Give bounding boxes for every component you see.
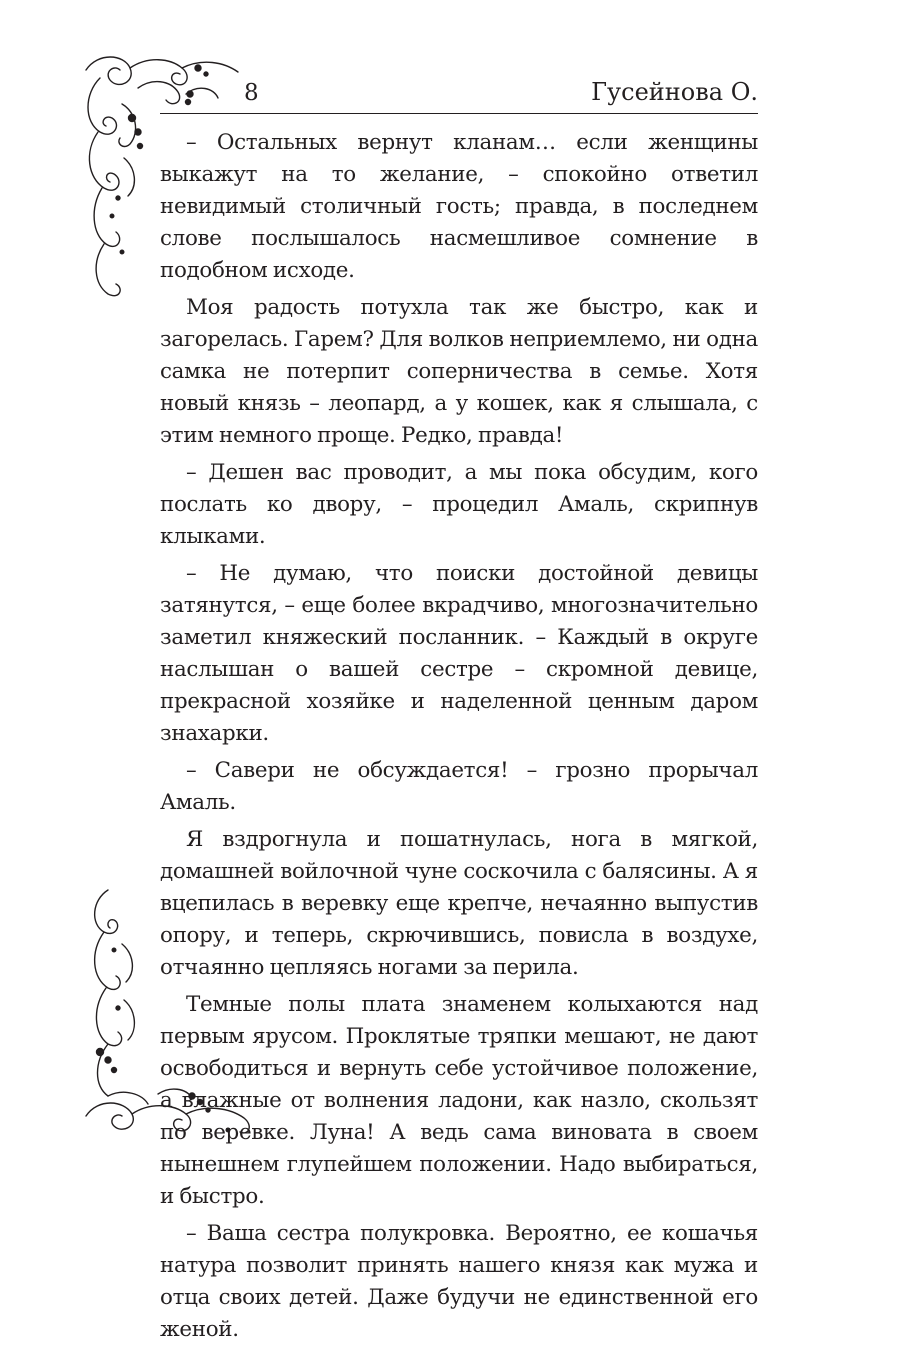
paragraph: – Остальных вернут кланам… если женщины выкажут на то желание, – спокойно ответил невидимый столичный гость; правда, в последнем слове послышалось насмешливое сомнение в подобном исходе. xyxy=(160,130,758,283)
paragraph: Я вздрогнула и пошатнулась, нога в мягкой, домашней войлочной чуне соскочила с балясины. А я вцепилась в веревку еще крепче, нечаянно выпустив опору, и теперь, скрючившись, повисла в воздухе, отчаянно цепляясь ногами за перила. xyxy=(160,827,758,980)
page-header xyxy=(160,78,758,118)
body-text xyxy=(160,127,758,1346)
paragraph: – Ваша сестра полукровка. Вероятно, ее кошачья натура позволит принять нашего князя как мужа и отца своих детей. Даже будучи не единственной его женой. xyxy=(160,1221,758,1342)
paragraph: – Не думаю, что поиски достойной девицы затянутся, – еще более вкрадчиво, многозначительно заметил княжеский посланник. – Каждый в округе наслышан о вашей сестре – скромной девице, прекрасной хозяйке и наделенной ценным даром знахарки. xyxy=(160,561,758,746)
paragraph: Темные полы плата знаменем колыхаются над первым ярусом. Проклятые тряпки мешают, не дают освободиться и вернуть себе устойчивое положение, а влажные от волнения ладони, как назло, скользят по веревке. Луна! А ведь сама виновата в своем нынешнем глупейшем положении. Надо выбираться, и быстро. xyxy=(160,992,758,1209)
page-number: 8 xyxy=(244,80,259,106)
running-head-author: Гусейнова О. xyxy=(591,78,758,106)
paragraph: – Савери не обсуждается! – грозно прорычал Амаль. xyxy=(160,758,758,815)
header-rule xyxy=(160,113,758,114)
paragraph: – Дешен вас проводит, а мы пока обсудим, кого послать ко двору, – процедил Амаль, скрипнув клыками. xyxy=(160,460,758,549)
paragraph: Моя радость потухла так же быстро, как и загорелась. Гарем? Для волков неприемлемо, ни одна самка не потерпит соперничества в семье. Хотя новый князь – леопард, а у кошек, как я слышала, с этим немного проще. Редко, правда! xyxy=(160,295,758,448)
